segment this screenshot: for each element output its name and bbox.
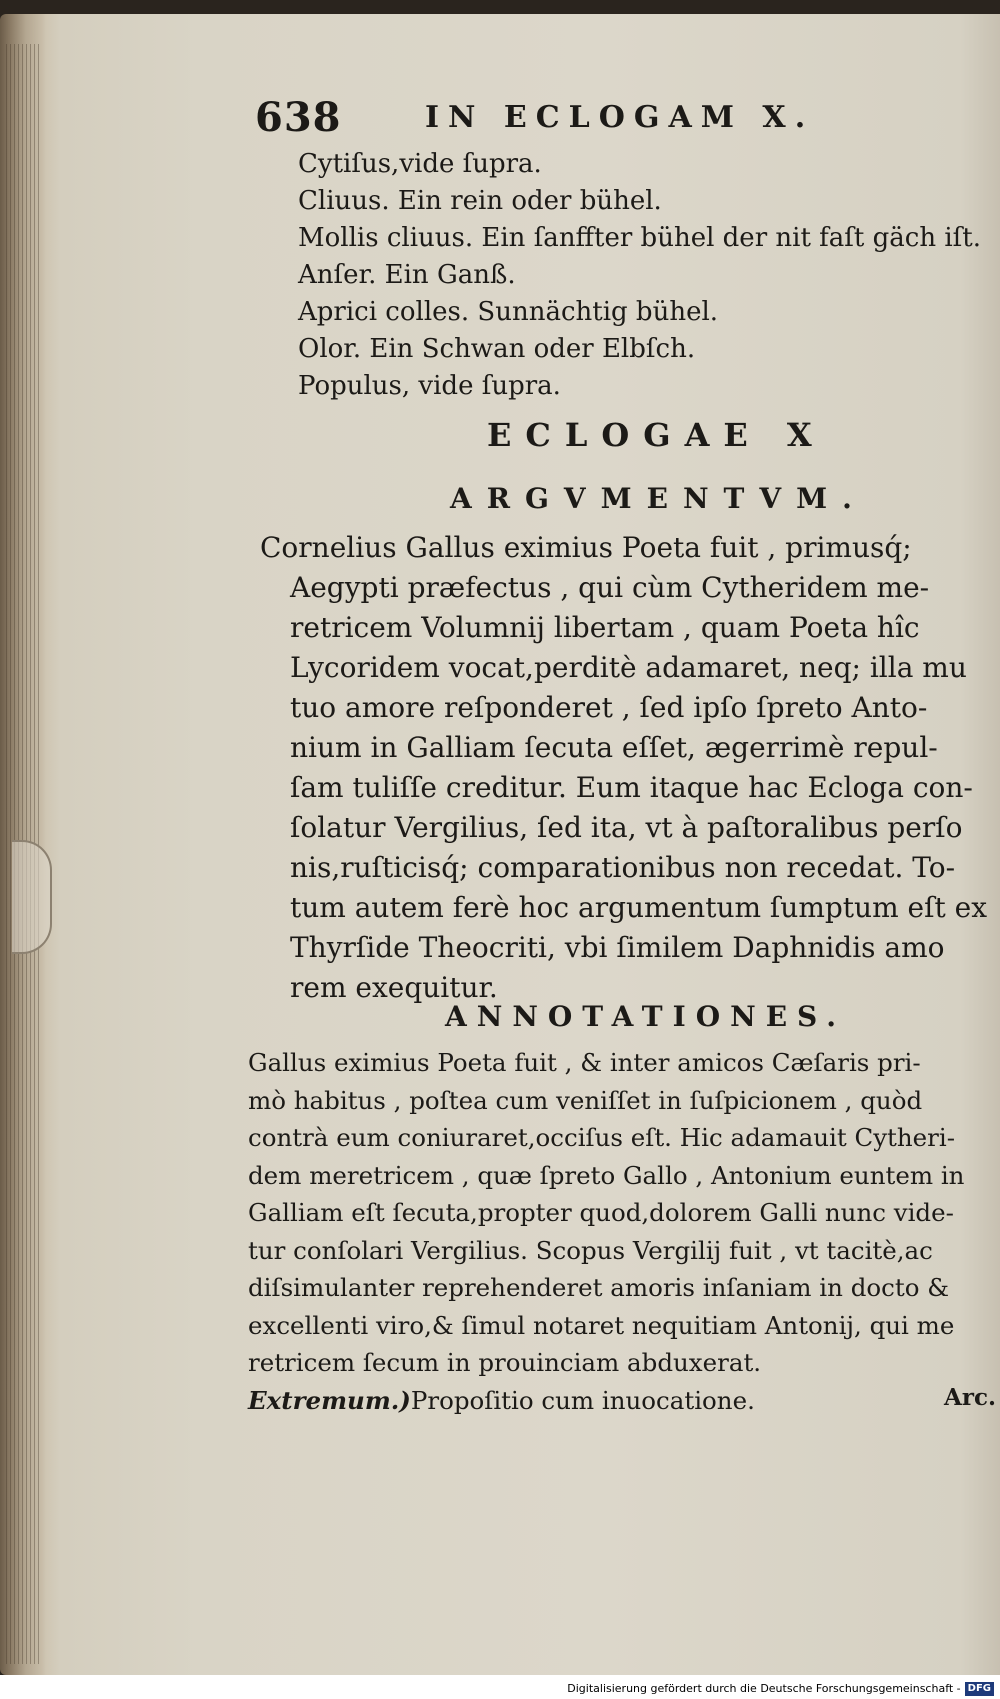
annotation-line: mò habitus , poſtea cum veniſſet in ſuſpicionem , quòd <box>248 1085 923 1115</box>
digitization-credit <box>567 1680 994 1698</box>
lemma-line <box>248 1382 988 1420</box>
argument-line: nium in Galliam ſecuta eſſet, ægerrimè repul- <box>290 731 938 764</box>
vocabulary-entry: Anſer. Ein Ganß. <box>298 260 516 290</box>
argument-line: Thyrſide Theocriti, vbi ſimilem Daphnidis amo <box>290 931 945 964</box>
vocabulary-entry: Populus, vide ſupra. <box>298 371 561 401</box>
annotation-line: dem meretricem , quæ ſpreto Gallo , Antonium euntem in <box>248 1160 965 1190</box>
argument-line: tuo amore reſponderet , ſed ipſo ſpreto Anto- <box>290 691 928 724</box>
argument-line: Lycoridem vocat,perditè adamaret, neq; illa mu <box>290 651 967 684</box>
credit-text: Digitalisierung gefördert durch die Deutsche Forschungsgemeinschaft - <box>567 1682 961 1695</box>
running-header <box>255 94 875 144</box>
argument-line: retricem Volumnij libertam , quam Poeta hîc <box>290 611 920 644</box>
catchword: Arc. <box>944 1384 996 1411</box>
argument-line: Cornelius Gallus eximius Poeta fuit , primusq́; <box>260 531 912 564</box>
argument-line: ſam tuliſſe creditur. Eum itaque hac Ecloga con- <box>290 771 973 804</box>
argument-line: Aegypti præfectus , qui cùm Cytheridem me- <box>290 571 930 604</box>
annotation-line: contrà eum coniuraret,occiſus eſt. Hic adamauit Cytheri- <box>248 1123 955 1152</box>
annotation-line: excellenti viro,& ſimul notaret nequitiam Antonij, qui me <box>248 1310 955 1340</box>
annotation-line: tur conſolari Vergilius. Scopus Vergilij fuit , vt tacitè,ac <box>248 1235 933 1265</box>
lemma-text: Propoſitio cum inuocatione. <box>410 1385 755 1415</box>
argument-paragraph <box>260 528 987 1008</box>
annotation-line: retricem ſecum in prouinciam abduxerat. <box>248 1348 762 1377</box>
annotations-paragraph <box>248 1044 988 1419</box>
running-title: IN ECLOGAM X. <box>425 100 815 135</box>
annotations-heading: ANNOTATIONES. <box>445 1000 847 1033</box>
page-number: 638 <box>255 94 342 141</box>
vocabulary-entry: Olor. Ein Schwan oder Elbſch. <box>298 334 696 364</box>
vocabulary-entry: Mollis cliuus. Ein ſanffter bühel der nit faſt gäch iſt. <box>298 223 981 253</box>
annotation-line: Gallus eximius Poeta fuit , & inter amicos Cæſaris pri- <box>248 1048 921 1077</box>
dfg-logo: DFG <box>965 1682 994 1696</box>
vocabulary-entry: Aprici colles. Sunnächtig bühel. <box>298 297 719 327</box>
lemma-word: Extremum.) <box>248 1385 411 1415</box>
annotation-line: Galliam eſt ſecuta,propter quod,dolorem Galli nunc vide- <box>248 1198 954 1227</box>
annotation-line: diſsimulanter reprehenderet amoris inſaniam in docto & <box>248 1273 950 1302</box>
eclogue-heading: ECLOGAE X <box>487 416 826 454</box>
argument-heading: ARGVMENTVM. <box>450 482 867 515</box>
argument-line: tum autem ferè hoc argumentum ſumptum eſt ex <box>290 891 987 924</box>
argument-line: rem exequitur. <box>290 971 498 1004</box>
argument-line: nis,ruſticisq́; comparationibus non recedat. To- <box>290 851 956 884</box>
argument-line: ſolatur Vergilius, ſed ita, vt à paſtoralibus perſo <box>290 811 963 844</box>
vocabulary-list <box>298 146 981 405</box>
vocabulary-entry: Cytiſus,vide ſupra. <box>298 149 542 179</box>
vocabulary-entry: Cliuus. Ein rein oder bühel. <box>298 186 662 216</box>
